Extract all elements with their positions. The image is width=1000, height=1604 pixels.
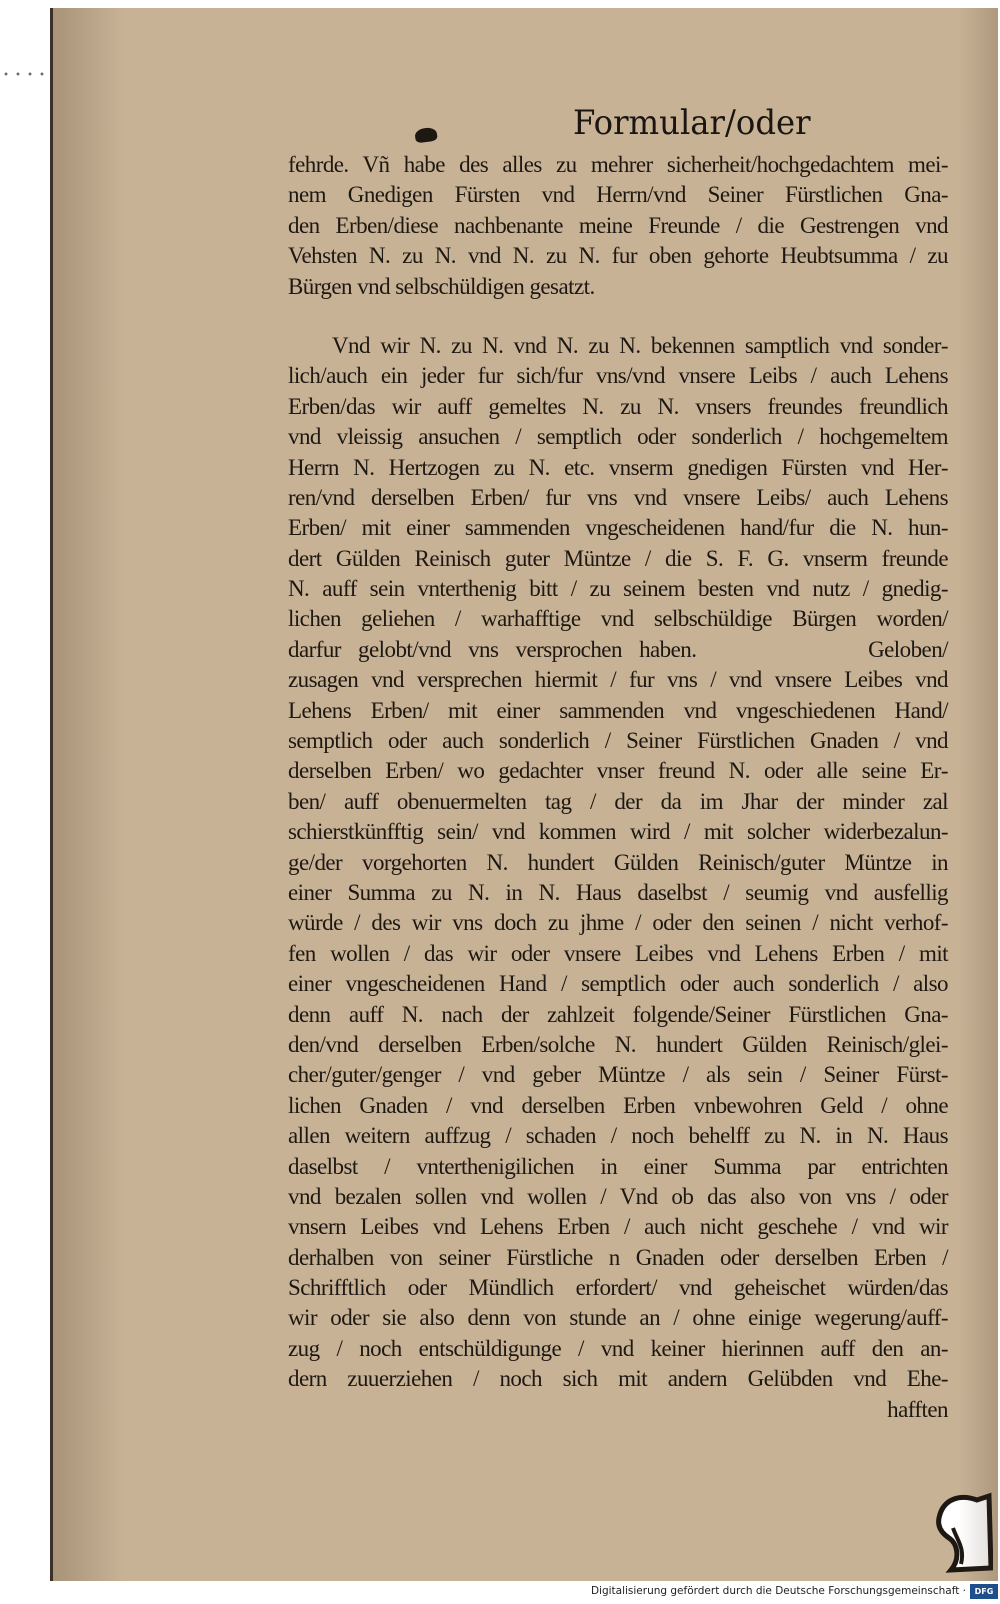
text-line: ge/der vorgehorten N. hundert Gülden Reinisch/guter Müntze in bbox=[288, 849, 948, 875]
margin-strip bbox=[0, 0, 52, 1604]
text-line: Bürgen vnd selbschüldigen gesatzt. bbox=[288, 273, 595, 299]
text-line: zug / noch entschüldigunge / vnd keiner hierinnen auff den an‑ bbox=[288, 1335, 948, 1361]
paragraph-2 bbox=[288, 331, 948, 1395]
text-line: würde / des wir vns doch zu jhme / oder den seinen / nicht verhof‑ bbox=[288, 910, 948, 936]
text-line: cher/guter/genger / vnd geber Müntze / als sein / Seiner Fürst‑ bbox=[288, 1062, 948, 1088]
text-line: einer vngescheidenen Hand / semptlich oder auch sonderlich / also bbox=[288, 971, 948, 997]
page-corner-damage-icon bbox=[931, 1488, 993, 1573]
text-line: Erben/ mit einer sammenden vngescheidenen hand/fur die N. hun‑ bbox=[288, 515, 948, 541]
footer-credit: Digitalisierung gefördert durch die Deutsche Forschungsgemeinschaft · bbox=[590, 1585, 966, 1597]
catchword: hafften bbox=[887, 1396, 948, 1422]
text-line: schierstkünfftig sein/ vnd kommen wird / mit solcher widerbezalun‑ bbox=[288, 819, 948, 845]
book-page bbox=[50, 8, 998, 1581]
text-line: lich/auch ein jeder fur sich/fur vns/vnd vnsere Leibs / auch Lehens bbox=[288, 363, 948, 389]
text-line: vnsern Leibes vnd Lehens Erben / auch nicht geschehe / vnd wir bbox=[288, 1214, 948, 1240]
text-line: vnd bezalen sollen vnd wollen / Vnd ob das also von vns / oder bbox=[288, 1183, 948, 1209]
text-line: einer Summa zu N. in N. Haus daselbst / seumig vnd ausfellig bbox=[288, 879, 948, 905]
paragraph-1 bbox=[288, 150, 948, 302]
text-line: Vnd wir N. zu N. vnd N. zu N. bekennen samptlich vnd sonder‑ bbox=[332, 332, 948, 358]
text-line: lichen Gnaden / vnd derselben Erben vnbewohren Geld / ohne bbox=[288, 1092, 948, 1118]
ornament-icon bbox=[414, 127, 438, 144]
dfg-logo: DFG bbox=[970, 1584, 998, 1599]
text-line: wir oder sie also denn von stunde an / ohne einige wegerung/auff‑ bbox=[288, 1305, 948, 1331]
text-line: semptlich oder auch sonderlich / Seiner Fürstlichen Gnaden / vnd bbox=[288, 728, 948, 754]
text-line: ben/ auff obenuermelten tag / der da im Jhar der minder zal bbox=[288, 788, 948, 814]
text-line: derhalben von seiner Fürstliche n Gnaden oder derselben Erben / bbox=[288, 1244, 948, 1270]
text-line: Schrifftlich oder Mündlich erfordert/ vnd geheischet würden/das bbox=[288, 1275, 948, 1301]
text-line: fehrde. Vñ habe des alles zu mehrer sicherheit/hochgedachtem mei‑ bbox=[288, 152, 948, 177]
text-line: Lehens Erben/ mit einer sammenden vnd vngeschiedenen Hand/ bbox=[288, 697, 948, 723]
text-line: vnd vleissig ansuchen / semptlich oder sonderlich / hochgemeltem bbox=[288, 424, 948, 450]
footer-bar bbox=[0, 1581, 1000, 1604]
text-line: fen wollen / das wir oder vnsere Leibes vnd Lehens Erben / mit bbox=[288, 940, 948, 966]
dotted-rule bbox=[0, 70, 48, 78]
text-line: lichen geliehen / warhafftige vnd selbschüldige Bürgen worden/ bbox=[288, 606, 948, 632]
paragraph-gap bbox=[288, 302, 948, 331]
text-line: zusagen vnd versprechen hiermit / fur vns / vnd vnsere Leibes vnd bbox=[288, 667, 948, 693]
text-line: den/vnd derselben Erben/solche N. hundert Gülden Reinisch/glei‑ bbox=[288, 1031, 948, 1057]
running-header: Formular/oder bbox=[573, 103, 811, 143]
text-line: Erben/das wir auff gemeltes N. zu N. vnsers freundes freundlich bbox=[288, 393, 948, 419]
text-line: den Erben/diese nachbenante meine Freunde / die Gestrengen vnd bbox=[288, 212, 948, 238]
text-line: dern zuuerziehen / noch sich mit andern Gelübden vnd Ehe‑ bbox=[288, 1366, 948, 1392]
body-text bbox=[288, 150, 948, 1425]
text-line: ren/vnd derselben Erben/ fur vns vnd vnsere Leibs/ auch Lehens bbox=[288, 484, 948, 510]
text-line: dert Gülden Reinisch guter Müntze / die S. F. G. vnserm freunde bbox=[288, 545, 948, 571]
text-line: derselben Erben/ wo gedachter vnser freund N. oder alle seine Er‑ bbox=[288, 758, 948, 784]
text-line: Vehsten N. zu N. vnd N. zu N. fur oben gehorte Heubtsumma / zu bbox=[288, 243, 948, 269]
text-line: Herrn N. Hertzogen zu N. etc. vnserm gnedigen Fürsten vnd Her‑ bbox=[288, 454, 948, 480]
text-line: daselbst / vnterthenigilichen in einer Summa par entrichten bbox=[288, 1153, 948, 1179]
text-line: nem Gnedigen Fürsten vnd Herrn/vnd Seiner Fürstlichen Gna‑ bbox=[288, 182, 948, 208]
text-line: allen weitern auffzug / schaden / noch behelff zu N. in N. Haus bbox=[288, 1123, 948, 1149]
text-line: darfur gelobt/vnd vns versprochen haben. Geloben/ bbox=[288, 636, 948, 662]
text-line: denn auff N. nach der zahlzeit folgende/Seiner Fürstlichen Gna‑ bbox=[288, 1001, 948, 1027]
text-line: N. auff sein vnterthenig bitt / zu seinem besten vnd nutz / gnedig‑ bbox=[288, 576, 948, 602]
